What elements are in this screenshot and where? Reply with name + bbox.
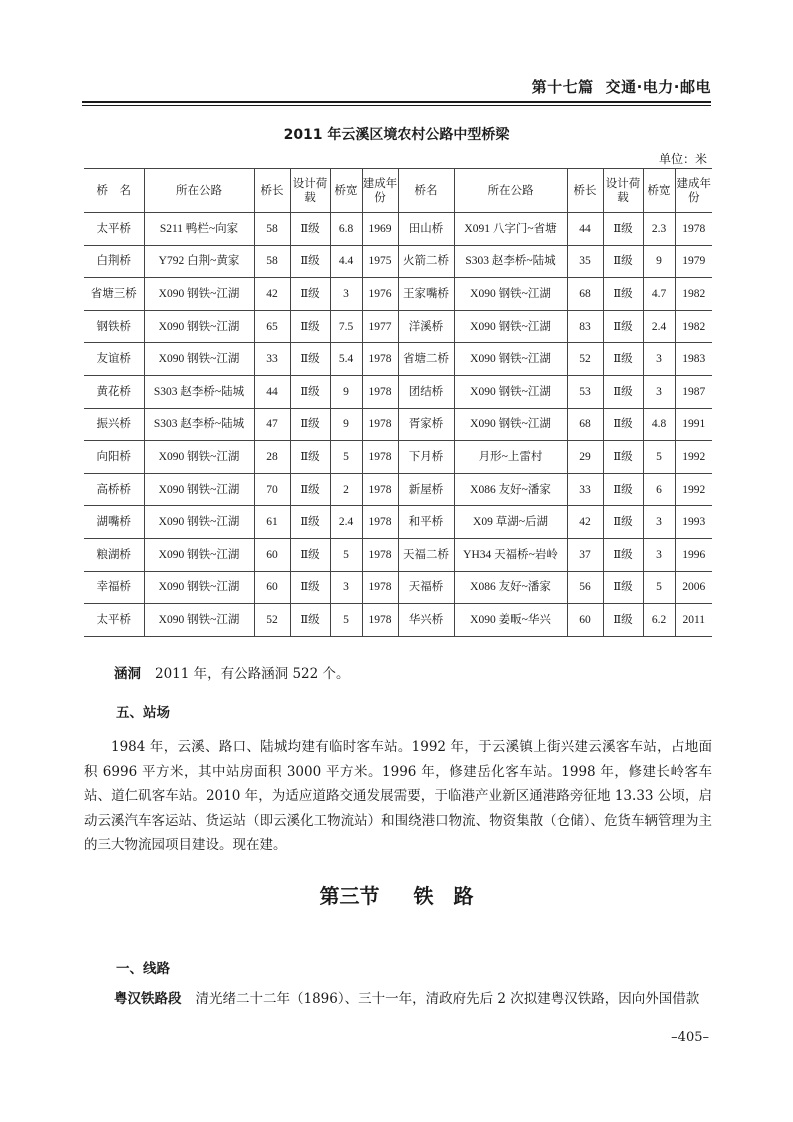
cell-width: 3 <box>330 278 362 311</box>
cell-length-2: 44 <box>567 213 603 246</box>
cell-name-2: 天福二桥 <box>398 538 454 571</box>
cell-load-2: Ⅱ级 <box>603 278 643 311</box>
cell-width-2: 6 <box>643 473 675 506</box>
cell-name-2: 团结桥 <box>398 375 454 408</box>
cell-width-2: 5 <box>643 441 675 474</box>
table-row <box>84 245 712 278</box>
cell-length-2: 52 <box>567 343 603 376</box>
cell-width: 5 <box>330 604 362 637</box>
culvert-label: 涵洞 <box>114 666 141 682</box>
cell-width-2: 9 <box>643 245 675 278</box>
table-row <box>84 278 712 311</box>
cell-year: 1977 <box>362 310 398 343</box>
table-row <box>84 538 712 571</box>
cell-length-2: 60 <box>567 604 603 637</box>
cell-name: 黄花桥 <box>84 375 144 408</box>
cell-length-2: 35 <box>567 245 603 278</box>
header-rule <box>82 101 711 106</box>
cell-length-2: 29 <box>567 441 603 474</box>
cell-length: 44 <box>254 375 290 408</box>
unit-label: 单位：米 <box>658 152 707 166</box>
table-header-row <box>84 169 712 213</box>
header-length-2: 桥长 <box>567 169 603 213</box>
cell-road: S211 鸭栏~向家 <box>144 213 254 246</box>
cell-width-2: 4.7 <box>643 278 675 311</box>
cell-name: 高桥桥 <box>84 473 144 506</box>
page-number: –405– <box>671 1030 709 1045</box>
cell-name: 向阳桥 <box>84 441 144 474</box>
cell-year: 1978 <box>362 506 398 539</box>
cell-width-2: 3 <box>643 375 675 408</box>
table-row <box>84 343 712 376</box>
cell-road: X090 钢铁~江湖 <box>144 506 254 539</box>
cell-year: 1975 <box>362 245 398 278</box>
cell-load-2: Ⅱ级 <box>603 604 643 637</box>
cell-load: Ⅱ级 <box>290 473 330 506</box>
cell-name: 振兴桥 <box>84 408 144 441</box>
cell-name-2: 和平桥 <box>398 506 454 539</box>
cell-name: 湖嘴桥 <box>84 506 144 539</box>
cell-road: X090 钢铁~江湖 <box>144 278 254 311</box>
cell-load-2: Ⅱ级 <box>603 245 643 278</box>
cell-load: Ⅱ级 <box>290 538 330 571</box>
cell-year-2: 1993 <box>675 506 712 539</box>
cell-road-2: X086 友好~潘家 <box>454 473 567 506</box>
cell-name: 太平桥 <box>84 213 144 246</box>
cell-length: 33 <box>254 343 290 376</box>
cell-year-2: 1979 <box>675 245 712 278</box>
table-row <box>84 375 712 408</box>
cell-road-2: X091 八字门~省塘 <box>454 213 567 246</box>
cell-width: 3 <box>330 571 362 604</box>
cell-year-2: 1992 <box>675 473 712 506</box>
cell-year: 1978 <box>362 473 398 506</box>
cell-length: 47 <box>254 408 290 441</box>
cell-road-2: X090 钢铁~江湖 <box>454 375 567 408</box>
cell-name-2: 洋溪桥 <box>398 310 454 343</box>
cell-load: Ⅱ级 <box>290 278 330 311</box>
cell-length: 70 <box>254 473 290 506</box>
cell-length-2: 68 <box>567 408 603 441</box>
cell-load: Ⅱ级 <box>290 441 330 474</box>
table-body <box>84 213 712 637</box>
header-length: 桥长 <box>254 169 290 213</box>
cell-width-2: 5 <box>643 571 675 604</box>
cell-load: Ⅱ级 <box>290 506 330 539</box>
cell-year: 1978 <box>362 571 398 604</box>
cell-width-2: 3 <box>643 506 675 539</box>
cell-year-2: 1987 <box>675 375 712 408</box>
table-row <box>84 310 712 343</box>
cell-name: 太平桥 <box>84 604 144 637</box>
cell-road-2: S303 赵李桥~陆城 <box>454 245 567 278</box>
cell-road-2: X090 钢铁~江湖 <box>454 310 567 343</box>
header-load-2: 设计荷载 <box>603 169 643 213</box>
cell-year-2: 1982 <box>675 278 712 311</box>
cell-width: 5 <box>330 538 362 571</box>
cell-road: X090 钢铁~江湖 <box>144 441 254 474</box>
cell-length: 60 <box>254 538 290 571</box>
cell-width-2: 2.4 <box>643 310 675 343</box>
cell-length-2: 53 <box>567 375 603 408</box>
cell-year: 1978 <box>362 441 398 474</box>
cell-road-2: X090 钢铁~江湖 <box>454 343 567 376</box>
header-road-2: 所在公路 <box>454 169 567 213</box>
cell-length-2: 37 <box>567 538 603 571</box>
cell-load-2: Ⅱ级 <box>603 213 643 246</box>
cell-load-2: Ⅱ级 <box>603 375 643 408</box>
cell-year: 1978 <box>362 408 398 441</box>
cell-road: X090 钢铁~江湖 <box>144 343 254 376</box>
cell-road: X090 钢铁~江湖 <box>144 538 254 571</box>
railway-lead: 粤汉铁路段 <box>114 991 182 1007</box>
cell-width: 9 <box>330 375 362 408</box>
cell-length-2: 56 <box>567 571 603 604</box>
cell-year-2: 1983 <box>675 343 712 376</box>
cell-name-2: 下月桥 <box>398 441 454 474</box>
railway-paragraph <box>84 987 712 1011</box>
cell-name-2: 新屋桥 <box>398 473 454 506</box>
cell-road-2: X09 草湖~后湖 <box>454 506 567 539</box>
cell-load: Ⅱ级 <box>290 213 330 246</box>
bridge-table <box>84 168 712 637</box>
railway-text: 清光绪二十二年（1896）、三十一年，清政府先后 2 次拟建粤汉铁路，因向外国借款 <box>195 991 700 1007</box>
cell-name: 粮湖桥 <box>84 538 144 571</box>
cell-load-2: Ⅱ级 <box>603 310 643 343</box>
culvert-paragraph <box>84 662 712 686</box>
cell-road: X090 钢铁~江湖 <box>144 604 254 637</box>
cell-load-2: Ⅱ级 <box>603 538 643 571</box>
table-title: 2011 年云溪区境农村公路中型桥梁 <box>283 127 510 143</box>
section-title <box>0 880 793 909</box>
cell-length: 61 <box>254 506 290 539</box>
cell-year: 1978 <box>362 343 398 376</box>
cell-name-2: 田山桥 <box>398 213 454 246</box>
header-name: 桥 名 <box>84 169 144 213</box>
chapter-label: 第十七篇 <box>531 78 594 96</box>
header-name-2: 桥名 <box>398 169 454 213</box>
table-row <box>84 408 712 441</box>
cell-width: 2 <box>330 473 362 506</box>
cell-road: S303 赵李桥~陆城 <box>144 408 254 441</box>
table-row <box>84 506 712 539</box>
cell-load-2: Ⅱ级 <box>603 506 643 539</box>
cell-length: 28 <box>254 441 290 474</box>
cell-load: Ⅱ级 <box>290 408 330 441</box>
cell-name-2: 华兴桥 <box>398 604 454 637</box>
cell-name-2: 火箭二桥 <box>398 245 454 278</box>
cell-width: 4.4 <box>330 245 362 278</box>
cell-length-2: 83 <box>567 310 603 343</box>
cell-width: 5.4 <box>330 343 362 376</box>
cell-name: 省塘三桥 <box>84 278 144 311</box>
cell-road-2: X090 钢铁~江湖 <box>454 278 567 311</box>
cell-year-2: 2011 <box>675 604 712 637</box>
cell-load-2: Ⅱ级 <box>603 408 643 441</box>
cell-width-2: 4.8 <box>643 408 675 441</box>
cell-width: 5 <box>330 441 362 474</box>
cell-road-2: X090 姜畈~华兴 <box>454 604 567 637</box>
section-name: 铁 路 <box>413 884 474 908</box>
header-width-2: 桥宽 <box>643 169 675 213</box>
cell-width: 2.4 <box>330 506 362 539</box>
cell-name-2: 王家嘴桥 <box>398 278 454 311</box>
cell-year: 1976 <box>362 278 398 311</box>
cell-load: Ⅱ级 <box>290 343 330 376</box>
cell-name: 幸福桥 <box>84 571 144 604</box>
cell-load-2: Ⅱ级 <box>603 441 643 474</box>
cell-year-2: 1978 <box>675 213 712 246</box>
cell-load: Ⅱ级 <box>290 604 330 637</box>
cell-road: Y792 白荆~黄家 <box>144 245 254 278</box>
cell-name-2: 省塘二桥 <box>398 343 454 376</box>
cell-year-2: 2006 <box>675 571 712 604</box>
cell-width-2: 3 <box>643 343 675 376</box>
cell-width-2: 6.2 <box>643 604 675 637</box>
culvert-text: 2011 年，有公路涵洞 522 个。 <box>155 666 350 682</box>
cell-width-2: 3 <box>643 538 675 571</box>
cell-road-2: 月形~上雷村 <box>454 441 567 474</box>
cell-length-2: 33 <box>567 473 603 506</box>
section-number: 第三节 <box>319 884 380 908</box>
table-row <box>84 571 712 604</box>
stations-heading: 五、站场 <box>116 705 170 721</box>
cell-length: 58 <box>254 245 290 278</box>
cell-year: 1978 <box>362 604 398 637</box>
cell-name: 友谊桥 <box>84 343 144 376</box>
cell-load-2: Ⅱ级 <box>603 571 643 604</box>
cell-year-2: 1991 <box>675 408 712 441</box>
cell-load-2: Ⅱ级 <box>603 343 643 376</box>
cell-year-2: 1992 <box>675 441 712 474</box>
chapter-title: 交通·电力·邮电 <box>605 78 711 96</box>
stations-paragraph: 1984 年，云溪、路口、陆城均建有临时客车站。1992 年，于云溪镇上街兴建云溪客车站，占地面积 6996 平方米，其中站房面积 3000 平方米。1996 年，修建岳化客车站。1998 年，修建长岭客车站、道仁矶客车站。2010 年，为适应道路交通发展需要，于临港产业新区通港路旁征地 13.33 公顷，启动云溪汽车客运站、货运站（即云溪化工物流站）和围绕港口物流、物资集散（仓储）、危货车辆管理为主的三大物流园项目建设。现在建。 <box>84 739 712 853</box>
cell-length: 58 <box>254 213 290 246</box>
cell-year: 1978 <box>362 538 398 571</box>
table-row <box>84 213 712 246</box>
cell-width: 9 <box>330 408 362 441</box>
cell-name-2: 胥家桥 <box>398 408 454 441</box>
cell-load: Ⅱ级 <box>290 245 330 278</box>
table-row <box>84 604 712 637</box>
cell-length-2: 68 <box>567 278 603 311</box>
cell-road: S303 赵李桥~陆城 <box>144 375 254 408</box>
table-row <box>84 473 712 506</box>
cell-width-2: 2.3 <box>643 213 675 246</box>
cell-load: Ⅱ级 <box>290 375 330 408</box>
cell-road: X090 钢铁~江湖 <box>144 571 254 604</box>
cell-length-2: 42 <box>567 506 603 539</box>
header-road: 所在公路 <box>144 169 254 213</box>
cell-load-2: Ⅱ级 <box>603 473 643 506</box>
cell-year: 1978 <box>362 375 398 408</box>
cell-name: 白荆桥 <box>84 245 144 278</box>
cell-name: 钢铁桥 <box>84 310 144 343</box>
cell-road: X090 钢铁~江湖 <box>144 310 254 343</box>
cell-road-2: X090 钢铁~江湖 <box>454 408 567 441</box>
cell-length: 52 <box>254 604 290 637</box>
cell-length: 42 <box>254 278 290 311</box>
table-row <box>84 441 712 474</box>
running-header <box>532 76 711 97</box>
cell-length: 60 <box>254 571 290 604</box>
header-width: 桥宽 <box>330 169 362 213</box>
header-year: 建成年份 <box>362 169 398 213</box>
cell-width: 7.5 <box>330 310 362 343</box>
cell-length: 65 <box>254 310 290 343</box>
cell-width: 6.8 <box>330 213 362 246</box>
cell-name-2: 天福桥 <box>398 571 454 604</box>
header-year-2: 建成年份 <box>675 169 712 213</box>
cell-load: Ⅱ级 <box>290 310 330 343</box>
header-load: 设计荷载 <box>290 169 330 213</box>
cell-road-2: YH34 天福桥~岩岭 <box>454 538 567 571</box>
cell-road-2: X086 友好~潘家 <box>454 571 567 604</box>
cell-load: Ⅱ级 <box>290 571 330 604</box>
cell-year-2: 1996 <box>675 538 712 571</box>
cell-year: 1969 <box>362 213 398 246</box>
cell-road: X090 钢铁~江湖 <box>144 473 254 506</box>
lines-heading: 一、线路 <box>116 961 170 977</box>
cell-year-2: 1982 <box>675 310 712 343</box>
